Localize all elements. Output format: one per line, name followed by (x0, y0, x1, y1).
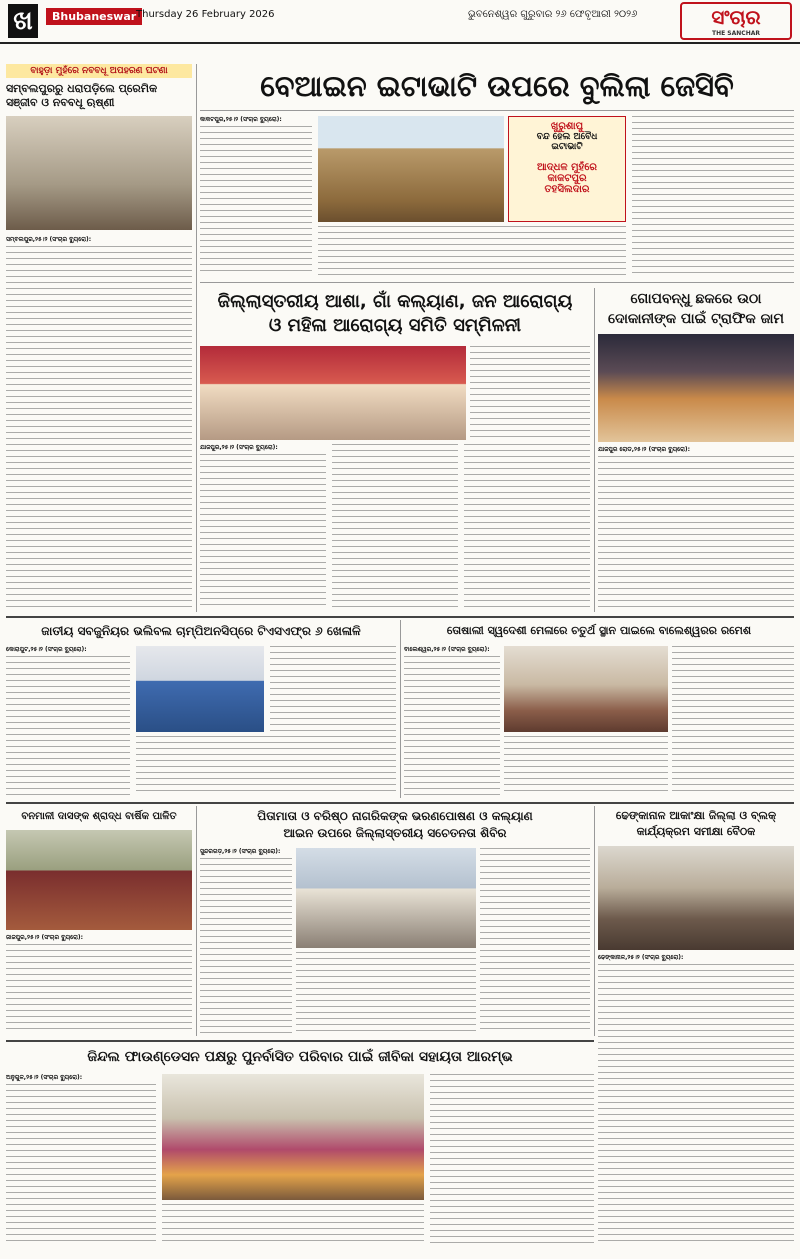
story-body-text (270, 646, 396, 732)
story-body-text (200, 126, 312, 276)
story-body-text (464, 444, 590, 608)
story-body-text (6, 656, 130, 796)
story-sambalpur (6, 64, 192, 612)
story-body-text (200, 858, 292, 1034)
story-body-text (404, 656, 500, 796)
story-dateline: ବାଲେଶ୍ୱର,୨୫।୨ (ସଂଚାର ବ୍ୟୁରୋ): (404, 646, 490, 653)
story-photo-beneficiaries (162, 1074, 424, 1200)
date-english: Thursday 26 February 2026 (136, 9, 275, 20)
story-body-text (504, 736, 668, 796)
story-photo-jcb (318, 116, 504, 222)
story-body-text (632, 116, 794, 276)
story-body-text (6, 944, 192, 1034)
column-divider (196, 806, 197, 1036)
story-body-text (6, 246, 192, 612)
story-dateline: ଯାଜପୁର,୨୫।୨ (ସଂଚାର ବ୍ୟୁରୋ): (200, 444, 278, 451)
story-headline: ଜିନ୍ଦଲ ଫାଉଣ୍ଡେସନ ପକ୍ଷରୁ ପୁନର୍ବାସିତ ପରିବାର ପାଇଁ ଜୀବିକା ସହାୟତା ଆରମ୍ଭ (87, 1049, 513, 1065)
story-headline-line1: ପିତାମାତା ଓ ବରିଷ୍ଠ ନାଗରିକଙ୍କ ଭରଣପୋଷଣ ଓ କଲ୍ୟାଣ (257, 809, 533, 823)
section-rule (6, 1040, 594, 1042)
newspaper-logo (680, 2, 792, 40)
story-photo-meeting (598, 846, 794, 950)
story-photo-players (136, 646, 264, 732)
story-body-text (162, 1204, 424, 1246)
story-body-text (318, 226, 626, 276)
story-body-text (332, 444, 458, 608)
story-photo-memorial (6, 830, 192, 930)
masthead (0, 0, 800, 44)
story-dateline: ସୁନ୍ଦରଗଡ଼,୨୫।୨ (ସଂଚାର ବ୍ୟୁରୋ): (200, 848, 281, 855)
section-rule (200, 282, 794, 283)
story-body-text (296, 952, 476, 1034)
story-dateline: ଅନୁଗୁଳ,୨୫।୨ (ସଂଚାର ବ୍ୟୁରୋ): (6, 1074, 83, 1081)
story-dateline: କୋରାପୁଟ,୨୫।୨ (ସଂଚାର ବ୍ୟୁରୋ): (6, 646, 87, 653)
column-divider (196, 64, 197, 612)
callout-line: ତହସିଲଦାର (544, 184, 590, 195)
section-rule (6, 616, 794, 618)
story-body-text (598, 456, 794, 608)
story-photo-camp (296, 848, 476, 948)
story-dateline: ଜାଜପୁର,୨୫।୨ (ସଂଚାର ବ୍ୟୁରୋ): (6, 934, 84, 941)
story-headline: ବନମାଳୀ ଦାସଙ୍କ ଶ୍ରାଦ୍ଧ ବାର୍ଷିକ ପାଳିତ (21, 811, 177, 822)
story-body-text (598, 964, 794, 1246)
story-headline-line2: କାର୍ଯ୍ୟକ୍ରମ ସମୀକ୍ଷା ବୈଠକ (636, 825, 756, 838)
story-headline: ସମ୍ବଲପୁରରୁ ଧରାପଡ଼ିଲେ ପ୍ରେମିକ ସଞ୍ଜୀବ ଓ ନବବଧୂ ଋଷ୍ଣୀ (6, 82, 158, 109)
story-dateline: ସମ୍ବଲପୁର,୨୫।୨ (ସଂଚାର ବ୍ୟୁରୋ): (6, 236, 92, 243)
column-divider (400, 620, 401, 798)
callout-line: ଇଟାଭାଟି (551, 142, 583, 152)
column-divider (594, 288, 595, 612)
story-body-text (200, 454, 326, 608)
callout-line: କାକଟପୁର (547, 173, 587, 184)
callout-line: ଆଦ୍ଧଳ ମୁହଁରେ (537, 162, 597, 173)
story-kicker: ବାହୁଡ଼ା ମୁହଁରେ ନବବଧୂ ଅପହରଣ ଘଟଣା (6, 64, 192, 78)
story-photo-award (504, 646, 668, 732)
callout-line: ବନ୍ଦ ହେଲ ଅବୈଧ (536, 132, 598, 142)
story-photo-market (598, 334, 794, 442)
city-tag: Bhubaneswar (46, 8, 142, 25)
logo-subtitle: THE SANCHAR (712, 30, 760, 37)
story-dateline: ଢେଙ୍କାନାଳ,୨୫।୨ (ସଂଚାର ବ୍ୟୁରୋ): (598, 954, 684, 961)
story-headline: ଜାତୀୟ ସବଜୁନିୟର ଭଲିବଲ ଚାମ୍ପିଅନସିପ୍‌ରେ ଟିଏସଏଫ୍‌ର ୬ ଖେଳାଳି (41, 624, 361, 638)
story-headline-line2: ଆଇନ ଉପରେ ଜିଲ୍ଲାସ୍ତରୀୟ ସଚେତନତା ଶିବିର (283, 826, 507, 840)
story-headline-line1: ଗୋପବନ୍ଧୁ ଛକରେ ଉଠା (630, 291, 762, 307)
callout-box (508, 116, 626, 222)
story-body-text (470, 346, 590, 440)
story-headline-line2: ଦୋକାନୀଙ୍କ ପାଇଁ ଟ୍ରାଫିକ ଜାମ (608, 311, 784, 327)
story-body-text (136, 736, 396, 796)
story-body-text (480, 848, 590, 1034)
column-divider (594, 806, 595, 1036)
story-headline-line1: ଜିଲ୍ଲାସ୍ତରୀୟ ଆଶା, ଗାଁ କଲ୍ୟାଣ, ଜନ ଆରୋଗ୍ୟ (217, 291, 573, 312)
page-letter: ଖ (8, 4, 38, 38)
story-body-text (672, 646, 794, 796)
date-odia: ଭୁବନେଶ୍ୱର ଗୁରୁବାର ୨୬ ଫେବୃଆରୀ ୨୦୨୬ (468, 9, 638, 20)
story-headline-line2: ଓ ମହିଳା ଆରୋଗ୍ୟ ସମିତି ସମ୍ମିଳନୀ (268, 315, 522, 336)
headline-rule (200, 110, 794, 111)
story-headline-main: ବେଆଇନ ଇଟାଭାଟି ଉପରେ ବୁଲିଲା ଜେସିବି (260, 69, 734, 103)
logo-text: ସଂଚାର (711, 5, 761, 29)
story-headline-line1: ଢେଙ୍କାନାଳ ଆକାଂକ୍ଷା ଜିଲ୍ଲା ଓ ବ୍ଲକ୍ (615, 809, 777, 822)
story-body-text (430, 1074, 594, 1246)
story-dateline: ଯାଜପୁର ରୋଡ,୨୫।୨ (ସଂଚାର ବ୍ୟୁରୋ): (598, 446, 691, 453)
story-dateline: କାକଟପୁର,୨୫।୨ (ସଂଚାର ବ୍ୟୁରୋ): (200, 116, 282, 123)
story-photo-stage (200, 346, 466, 440)
callout-line: ଖୁରୁଶାପୁ (550, 121, 584, 132)
story-body-text (6, 1084, 156, 1246)
section-rule (6, 802, 794, 804)
story-headline: ତୋଷାଲୀ ସ୍ୱଦେଶୀ ମେଳାରେ ଚତୁର୍ଥ ସ୍ଥାନ ପାଇଲେ ବାଲେଶ୍ୱରର ରମେଶ (446, 624, 752, 637)
story-photo (6, 116, 192, 230)
